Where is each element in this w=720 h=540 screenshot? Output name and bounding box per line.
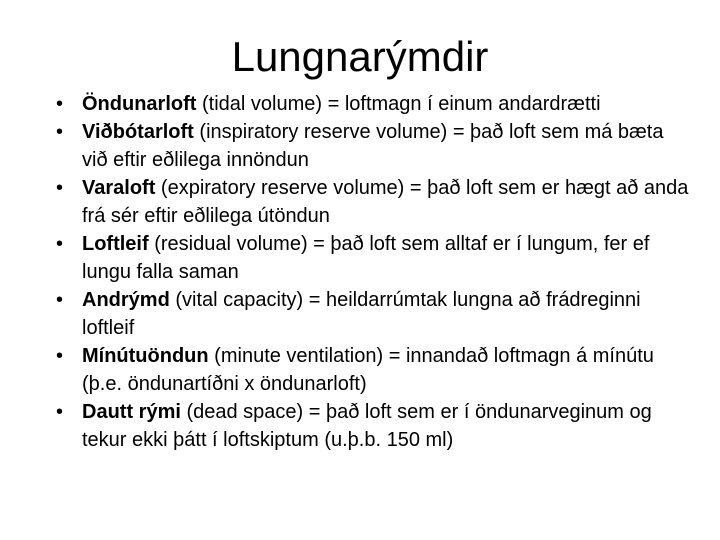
list-item xyxy=(54,286,694,342)
list-item xyxy=(54,118,694,174)
definition: (minute ventilation) = innandað loftmagn á mínútu (þ.e. öndunartíðni x öndunarloft) xyxy=(82,345,654,395)
definition: (dead space) = það loft sem er í öndunarveginum og tekur ekki þátt í loftskiptum (u.þ.b. 150 ml) xyxy=(82,401,652,451)
term: Dautt rými xyxy=(82,401,181,423)
list-item xyxy=(54,342,694,398)
definition: (tidal volume) = loftmagn í einum andardrætti xyxy=(196,93,601,115)
list-item xyxy=(54,174,694,230)
bullet-icon: • xyxy=(56,177,64,199)
bullet-list xyxy=(54,90,694,454)
list-item xyxy=(54,398,694,454)
term: Andrýmd xyxy=(82,289,170,311)
term: Viðbótarloft xyxy=(82,121,194,143)
bullet-icon: • xyxy=(56,93,64,115)
term: Varaloft xyxy=(82,177,156,199)
bullet-icon: • xyxy=(56,345,64,367)
bullet-icon: • xyxy=(56,233,64,255)
definition: (inspiratory reserve volume) = það loft sem má bæta við eftir eðlilega innöndun xyxy=(82,121,664,171)
definition: (residual volume) = það loft sem alltaf er í lungum, fer ef lungu falla saman xyxy=(82,233,650,283)
bullet-icon: • xyxy=(56,289,64,311)
bullet-icon: • xyxy=(56,401,64,423)
definition: (expiratory reserve volume) = það loft sem er hægt að anda frá sér eftir eðlilega útöndun xyxy=(82,177,689,227)
slide-title: Lungnarýmdir xyxy=(231,33,489,80)
list-item xyxy=(54,230,694,286)
list-item xyxy=(54,90,694,118)
bullet-icon: • xyxy=(56,121,64,143)
term: Öndunarloft xyxy=(82,93,197,115)
term: Mínútuöndun xyxy=(82,345,209,367)
term: Loftleif xyxy=(82,233,149,255)
definition: (vital capacity) = heildarrúmtak lungna að frádreginni loftleif xyxy=(82,289,641,339)
